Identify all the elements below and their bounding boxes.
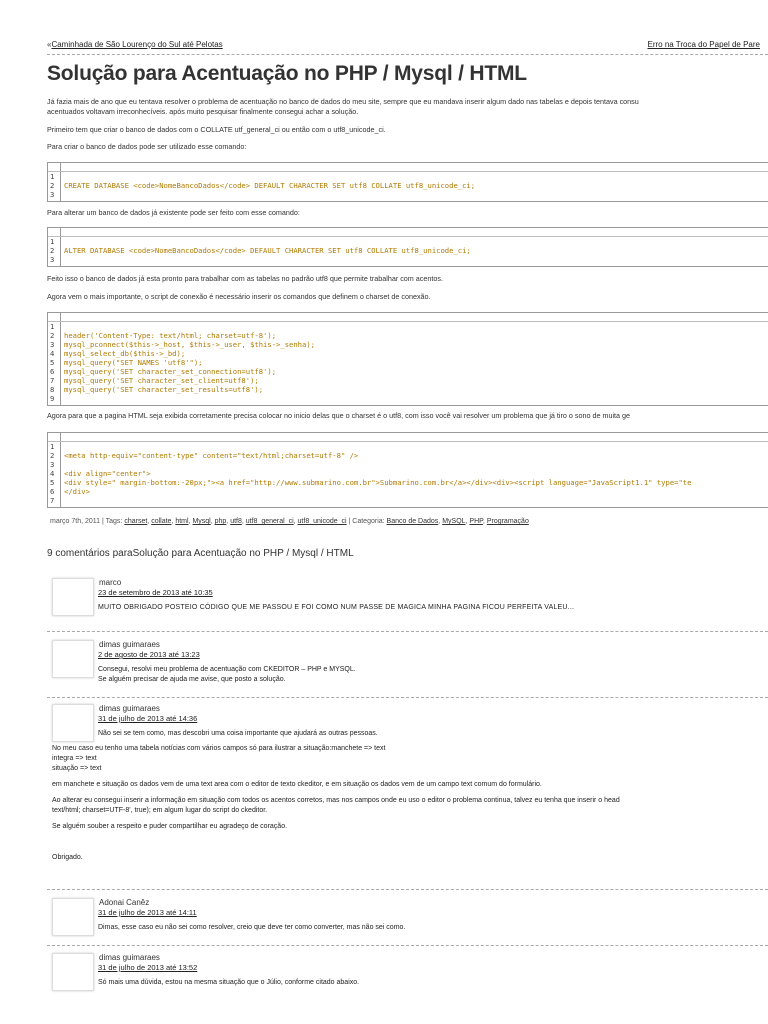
- code-line: [48, 487, 90, 496]
- line-number: 2: [50, 246, 55, 255]
- post-meta: março 7th, 2011 | Tags: charset, collate, html, Mysql, php, utf8, utf8_general_ci, utf8_unicode_ci | Categoria: Banco de Dados, MySQL, PHP, Programação: [50, 518, 529, 525]
- code-block-alter-database: [47, 227, 768, 267]
- code-text: ALTER DATABASE <code>NomeBancoDados</code> DEFAULT CHARACTER SET utf8 COLLATE utf8_unicode_ci;: [64, 246, 471, 255]
- line-number: 5: [50, 358, 55, 367]
- tag-link[interactable]: html: [175, 518, 189, 525]
- post-step-5: Agora vem o mais importante, o script de conexão é necessário inserir os comandos que definem o charset de conexão.: [47, 292, 431, 301]
- comment-author: dimas guimaraes: [99, 953, 160, 962]
- line-number: 6: [50, 367, 55, 376]
- comment: [52, 578, 768, 618]
- line-number: 2: [50, 331, 55, 340]
- comment-text: Consegui, resolvi meu problema de acentuação com CKEDITOR – PHP e MYSQL.: [98, 666, 356, 673]
- code-line: [48, 376, 259, 385]
- tag-link[interactable]: Mysql: [192, 518, 211, 525]
- post-title: Solução para Acentuação no PHP / Mysql / HTML: [47, 62, 527, 85]
- code-text: </div>: [64, 487, 90, 496]
- code-line: [48, 172, 64, 181]
- line-number: 1: [50, 237, 55, 246]
- divider: [47, 54, 768, 55]
- code-text: <meta http-equiv="content-type" content="text/html;charset=utf-8" />: [64, 451, 359, 460]
- code-text: mysql_pconnect($this->_host, $this->_user, $this->_senha);: [64, 340, 315, 349]
- code-line: [48, 255, 64, 264]
- code-text: header('Content-Type: text/html; charset=utf-8');: [64, 331, 277, 340]
- post-date: março 7th, 2011 | Tags:: [50, 518, 125, 525]
- comment-text: No meu caso eu tenho uma tabela notícias com vários campos só para ilustrar a situação:manchete => text: [52, 745, 386, 752]
- comment-text: em manchete e situação os dados vem de uma text area com o editor de texto ckeditor, e em situação os dados vem de um campo text comum do formulário.: [52, 781, 542, 788]
- line-number: 9: [50, 394, 55, 403]
- comment: [52, 640, 768, 688]
- prev-post-link-wrapper: [47, 40, 223, 49]
- code-line: [48, 331, 276, 340]
- post-step-6: Agora para que a pagina HTML seja exibida corretamente precisa colocar no inicio delas que o charset é o utf8, com isso você vai resolver um problema que já tiro o sono de muita ge: [47, 411, 631, 420]
- avatar: [52, 578, 94, 616]
- post-step-1: Primeiro tem que criar o banco de dados com o COLLATE utf_general_ci ou então com o utf8_unicode_ci.: [47, 125, 386, 134]
- tag-link[interactable]: utf8_general_ci: [245, 518, 294, 525]
- comment: [52, 953, 768, 993]
- comment-author: dimas guimaraes: [99, 704, 160, 713]
- code-line: [48, 181, 475, 190]
- comment-date-link[interactable]: 31 de julho de 2013 até 14:36: [98, 714, 198, 723]
- code-text: <div align="center">: [64, 469, 151, 478]
- code-line: [48, 442, 64, 451]
- comment-text: MUITO OBRIGADO POSTEIO CÓDIGO QUE ME PASSOU E FOI COMO NUM PASSE DE MAGICA MINHA PAGINA FICOU PERFEITA VALEU...: [98, 604, 575, 611]
- code-line: [48, 190, 64, 199]
- code-line: [48, 394, 64, 403]
- comment: [52, 704, 768, 864]
- category-link[interactable]: PHP: [469, 518, 483, 525]
- comment-date-link[interactable]: 31 de julho de 2013 até 13:52: [98, 963, 198, 972]
- code-block-create-database: [47, 162, 768, 202]
- comment-text: situação => text: [52, 765, 102, 772]
- line-number: 4: [50, 349, 55, 358]
- line-number: 3: [50, 255, 55, 264]
- code-text: CREATE DATABASE <code>NomeBancoDados</code> DEFAULT CHARACTER SET utf8 COLLATE utf8_unicode_ci;: [64, 181, 476, 190]
- comment-date-link[interactable]: 31 de julho de 2013 até 14:11: [98, 908, 197, 917]
- category-link[interactable]: Banco de Dados: [386, 518, 439, 525]
- line-number: 5: [50, 478, 55, 487]
- category-prefix: | Categoria:: [346, 518, 387, 525]
- code-line: [48, 340, 315, 349]
- comment-text: Se alguém precisar de ajuda me avise, que posto a solução.: [98, 676, 286, 683]
- code-block-php-connection: [47, 312, 768, 406]
- comment-text: Ao alterar eu consegui inserir a informação em situação com todos os acentos corretos, mas nos campos onde eu uso o editor o problema continua, talvez eu tenha que inserir o head: [52, 797, 620, 804]
- code-line: [48, 496, 64, 505]
- comment-text: text/html; charset=UTF-8', true); em algum lugar do script do ckeditor.: [52, 807, 268, 814]
- comment-author: Adonai Canêz: [99, 898, 150, 907]
- avatar: [52, 704, 94, 742]
- code-line: [48, 469, 151, 478]
- code-line: [48, 322, 64, 331]
- comment-date-link[interactable]: 23 de setembro de 2013 até 10:35: [98, 588, 213, 597]
- avatar: [52, 640, 94, 678]
- code-line: [48, 367, 276, 376]
- line-number: 3: [50, 340, 55, 349]
- code-text: mysql_select_db($this->_bd);: [64, 349, 186, 358]
- code-text: mysql_query("SET NAMES 'utf8'");: [64, 358, 203, 367]
- comment-text: Se alguém souber a respeito e puder compartilhar eu agradeço de coração.: [52, 823, 288, 830]
- code-toolbar-line: [48, 236, 768, 237]
- code-line: [48, 385, 263, 394]
- prev-arrow: «: [47, 40, 52, 49]
- code-text: mysql_query('SET character_set_connection=utf8');: [64, 367, 277, 376]
- comment-divider: [47, 945, 768, 946]
- tag-link[interactable]: utf8_unicode_ci: [297, 518, 347, 525]
- comment-author: dimas guimaraes: [99, 640, 160, 649]
- line-number: 6: [50, 487, 55, 496]
- line-number: 3: [50, 190, 55, 199]
- code-line: [48, 478, 691, 487]
- code-toolbar-line: [48, 321, 768, 322]
- comment-text: Dimas, esse caso eu não sei como resolver, creio que deve ter como converter, mas não sei como.: [98, 924, 406, 931]
- post-step-4: Feito isso o banco de dados já esta pronto para trabalhar com as tabelas no padrão utf8 que permite trabalhar com acentos.: [47, 274, 443, 283]
- post-step-3: Para alterar um banco de dados já existente pode ser feito com esse comando:: [47, 208, 300, 217]
- tag-link[interactable]: utf8: [230, 518, 242, 525]
- next-post-link[interactable]: Erro na Troca do Papel de Pare: [647, 40, 760, 49]
- line-number: 7: [50, 496, 55, 505]
- code-text: <div style=" margin-bottom:-20px;"><a href="http://www.submarino.com.br">Submarino.com.br</a></div><div><script language="JavaScript1.1" type="te: [64, 478, 692, 487]
- line-number: 4: [50, 469, 55, 478]
- comments-title: 9 comentários paraSolução para Acentuação no PHP / Mysql / HTML: [47, 548, 354, 559]
- next-post-link-wrapper: [647, 40, 760, 49]
- avatar: [52, 953, 94, 991]
- line-number: 1: [50, 172, 55, 181]
- category-link[interactable]: Programação: [486, 518, 529, 525]
- tag-link[interactable]: php: [214, 518, 227, 525]
- code-line: [48, 460, 64, 469]
- code-block-html-meta: [47, 432, 768, 508]
- comment-author: marco: [99, 578, 122, 587]
- category-link[interactable]: MySQL: [442, 518, 466, 525]
- tag-link[interactable]: collate: [151, 518, 172, 525]
- code-line: [48, 358, 202, 367]
- post-intro-line-1: Já fazia mais de ano que eu tentava resolver o problema de acentuação no banco de dados do meu site, sempre que eu mandava inserir algum dado nas tabelas e depois tentava consu: [47, 97, 639, 106]
- comment-date-link[interactable]: 2 de agosto de 2013 até 13:23: [98, 650, 200, 659]
- line-number: 3: [50, 460, 55, 469]
- code-text: mysql_query('SET character_set_results=utf8');: [64, 385, 264, 394]
- avatar: [52, 898, 94, 936]
- tag-link[interactable]: charset: [124, 518, 148, 525]
- code-text: mysql_query('SET character_set_client=utf8');: [64, 376, 259, 385]
- code-line: [48, 451, 358, 460]
- comment-divider: [47, 631, 768, 632]
- code-toolbar-line: [48, 171, 768, 172]
- comment-text: Só mais uma dúvida, estou na mesma situação que o Júlio, conforme citado abaixo.: [98, 979, 360, 986]
- line-number: 1: [50, 322, 55, 331]
- post-step-2: Para criar o banco de dados pode ser utilizado esse comando:: [47, 142, 247, 151]
- prev-post-link[interactable]: Caminhada de São Lourenço do Sul até Pelotas: [51, 40, 223, 49]
- code-line: [48, 246, 471, 255]
- line-number: 7: [50, 376, 55, 385]
- comment: [52, 898, 768, 938]
- line-number: 8: [50, 385, 55, 394]
- comment-text: Não sei se tem como, mas descobri uma coisa importante que ajudará as outras pessoas.: [98, 730, 378, 737]
- line-number: 2: [50, 181, 55, 190]
- line-number: 1: [50, 442, 55, 451]
- post-intro-line-2: acentuados voltavam irreconhecíveis. após muito pesquisar finalmente consegui achar a solução.: [47, 107, 359, 116]
- code-toolbar-line: [48, 441, 768, 442]
- line-number: 2: [50, 451, 55, 460]
- comment-text: integra => text: [52, 755, 97, 762]
- code-line: [48, 237, 64, 246]
- comment-divider: [47, 697, 768, 698]
- comment-divider: [47, 889, 768, 890]
- comment-text: Obrigado.: [52, 854, 83, 861]
- code-line: [48, 349, 185, 358]
